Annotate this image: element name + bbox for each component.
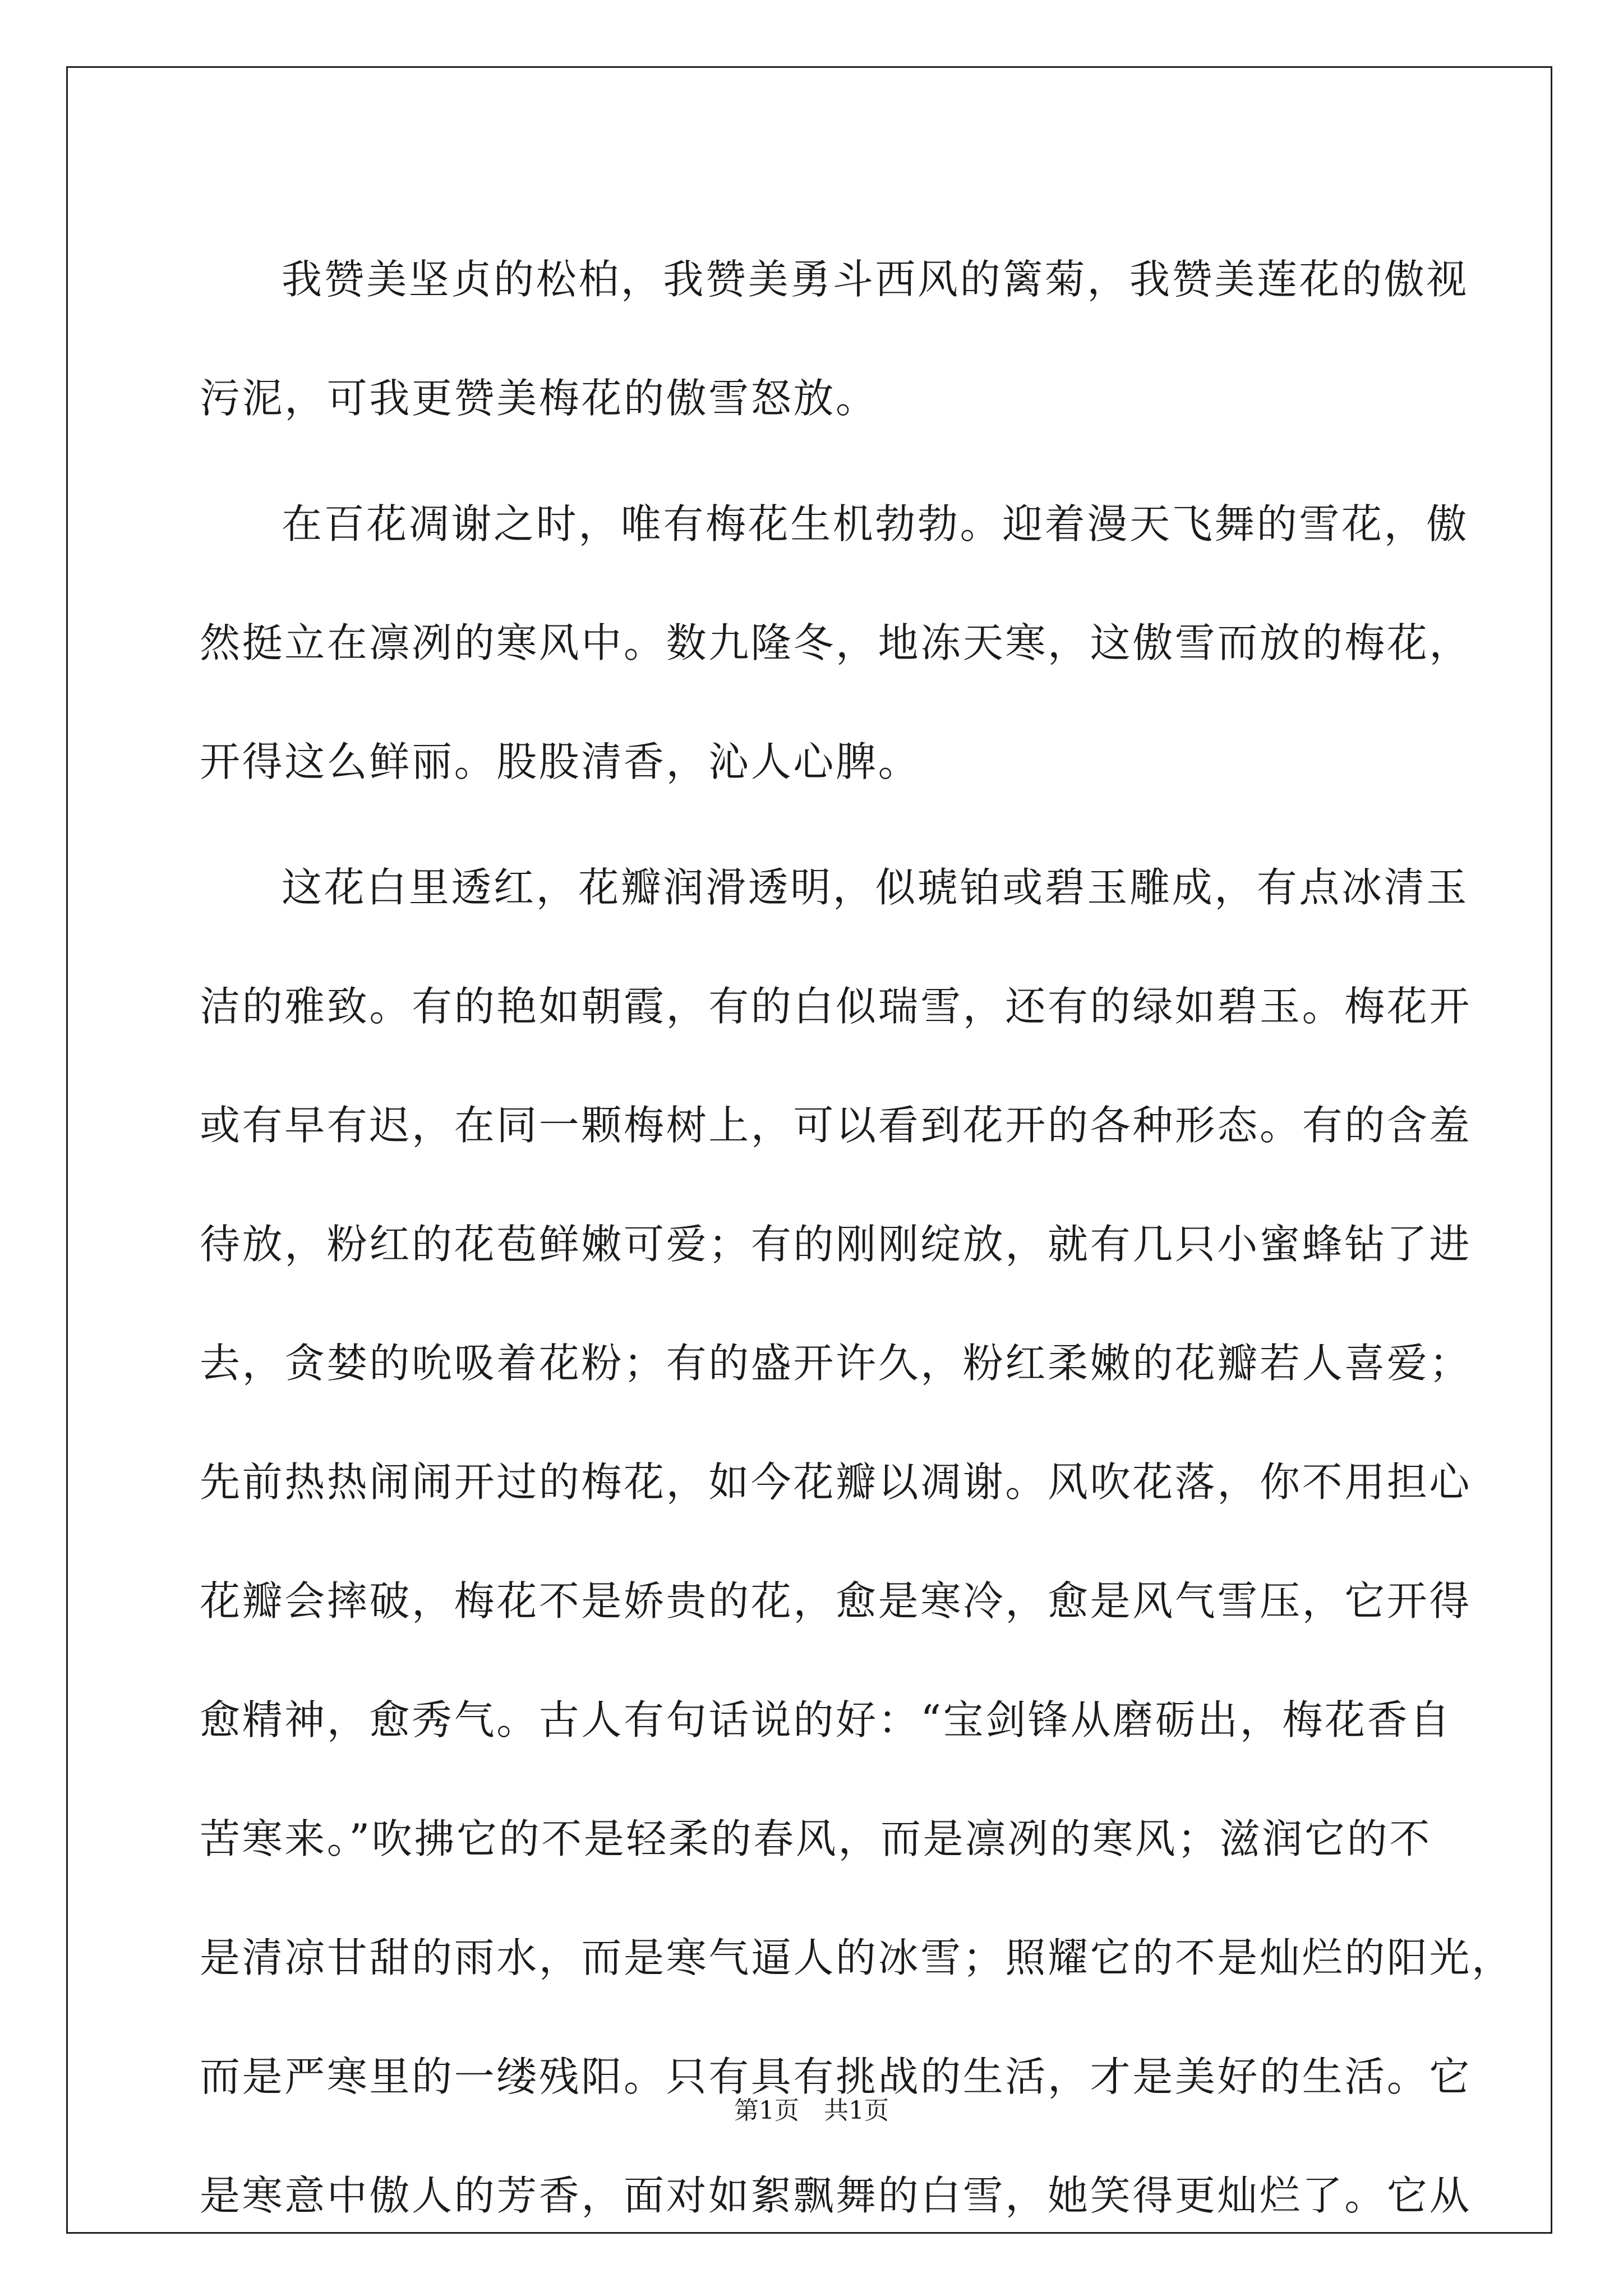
text-line: 苦寒来。”吹拂它的不是轻柔的春风，而是凛冽的寒风；滋润它的不 [200,1815,1432,1862]
text-line: 开得这么鲜丽。股股清香，沁人心脾。 [200,738,921,785]
text-line: 污泥，可我更赞美梅花的傲雪怒放。 [200,375,878,422]
text-line: 去，贪婪的吮吸着花粉；有的盛开许久，粉红柔嫩的花瓣若人喜爱； [200,1340,1472,1387]
text-line: 是寒意中傲人的芳香，面对如絮飘舞的白雪，她笑得更灿烂了。它从 [200,2172,1472,2219]
text-line: 愈精神，愈秀气。古人有句话说的好：“宝剑锋从磨砺出，梅花香自 [200,1696,1452,1743]
text-line: 或有早有迟，在同一颗梅树上，可以看到花开的各种形态。有的含羞 [200,1102,1472,1149]
page-number-footer: 第1页 共1页 [734,2096,889,2125]
text-line: 在百花凋谢之时，唯有梅花生机勃勃。迎着漫天飞舞的雪花，傲 [282,500,1469,547]
text-line: 洁的雅致。有的艳如朝霞，有的白似瑞雪，还有的绿如碧玉。梅花开 [200,983,1472,1030]
paragraph-2 [200,464,1472,821]
text-line: 待放，粉红的花苞鲜嫩可爱；有的刚刚绽放，就有几只小蜜蜂钻了进 [200,1221,1472,1268]
document-body [200,220,1514,2262]
text-line: 然挺立在凛冽的寒风中。数九隆冬，地冻天寒，这傲雪而放的梅花， [200,619,1472,666]
text-line: 是清凉甘甜的雨水，而是寒气逼人的冰雪；照耀它的不是灿烂的阳光， [200,1934,1514,1981]
text-line: 花瓣会摔破，梅花不是娇贵的花，愈是寒冷，愈是风气雪压，它开得 [200,1577,1472,1625]
text-line: 我赞美坚贞的松柏，我赞美勇斗西风的篱菊，我赞美莲花的傲视 [282,256,1469,303]
paragraph-3 [200,828,1514,2255]
paragraph-1 [200,220,1469,458]
text-line: 这花白里透红，花瓣润滑透明，似琥铂或碧玉雕成，有点冰清玉 [282,864,1469,911]
text-line: 而是严寒里的一缕残阳。只有具有挑战的生活，才是美好的生活。它 [200,2053,1472,2100]
text-line: 先前热热闹闹开过的梅花，如今花瓣以凋谢。风吹花落，你不用担心 [200,1458,1472,1506]
